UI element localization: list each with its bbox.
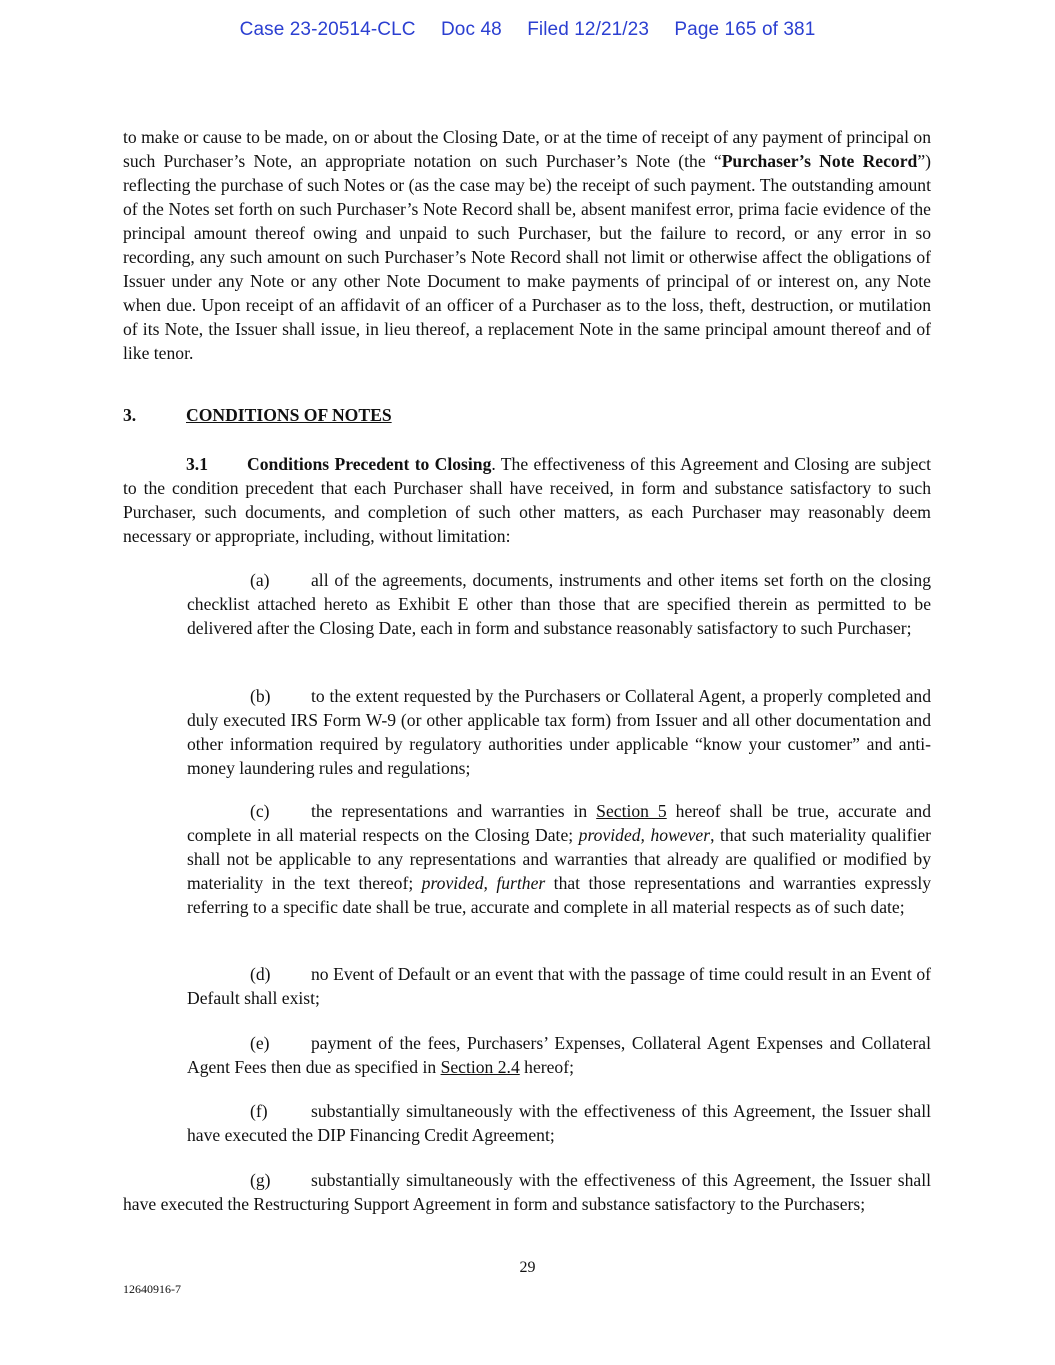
document-id: 12640916-7 <box>123 1282 181 1296</box>
subsection-number: 3.1 <box>186 454 208 474</box>
item-label: (d) <box>250 964 271 984</box>
item-f <box>187 1099 931 1147</box>
proviso-italic: provided, however <box>578 825 711 845</box>
item-label: (c) <box>250 801 270 821</box>
intro-paragraph <box>123 125 931 365</box>
item-g <box>123 1168 931 1216</box>
item-text: , that such materiality qualifier shall not be applicable to any representations and warranties that already are qualified or modified by materiality in the text thereof; <box>187 825 932 893</box>
item-text: to the extent requested by the Purchasers or Collateral Agent, a properly completed and duly executed IRS Form W-9 (or other applicable tax form) from Issuer and all other documentation and other information required by regulatory authorities under applicable “know your customer” and anti-money laundering rules and regulations; <box>187 686 931 778</box>
court-filing-header <box>0 19 1055 41</box>
item-label: (a) <box>250 570 270 590</box>
subsection-title: Conditions Precedent to Closing <box>247 454 492 474</box>
filed-date: Filed 12/21/23 <box>527 19 650 40</box>
item-text: all of the agreements, documents, instruments and other items set forth on the closing checklist attached hereto as Exhibit E other than those that are specified therein as permitted to be delivered after the Closing Date, each in form and substance reasonably satisfactory to such Purchaser; <box>187 570 931 638</box>
item-d <box>187 962 931 1010</box>
item-c <box>187 799 931 919</box>
item-text: hereof shall be true, accurate and complete in all material respects on the Closing Date; <box>187 801 932 845</box>
item-e <box>187 1031 931 1079</box>
section-number: 3. <box>123 405 137 425</box>
item-label: (f) <box>250 1101 268 1121</box>
section-title: CONDITIONS OF NOTES <box>186 405 392 425</box>
item-a <box>187 568 931 640</box>
item-b <box>187 684 931 780</box>
defined-term: Purchaser’s Note Record <box>721 151 918 171</box>
intro-text-part1: to make or cause to be made, on or about the Closing Date, or at the time of receipt of any payment of principal on such Purchaser’s Note, an appropriate notation on such Purchaser’s Note (the “ <box>123 127 931 171</box>
item-text: no Event of Default or an event that with the passage of time could result in an Event of Default shall exist; <box>187 964 931 1008</box>
item-text: that those representations and warranties expressly referring to a specific date shall be true, accurate and complete in all material respects as of such date; <box>187 873 931 917</box>
item-label: (b) <box>250 686 271 706</box>
item-label: (e) <box>250 1033 270 1053</box>
subsection-text: . The effectiveness of this Agreement and Closing are subject to the condition precedent that each Purchaser shall have received, in form and substance satisfactory to such Purchaser, such documents, and completion of such other matters, as each Purchaser may reasonably deem necessary or appropriate, including, without limitation: <box>123 454 931 546</box>
page-number: 29 <box>519 1259 536 1276</box>
page-count: Page 165 of 381 <box>674 19 816 40</box>
item-text: hereof; <box>519 1057 574 1077</box>
subsection-paragraph <box>123 452 931 548</box>
proviso-italic: provided, further <box>421 873 546 893</box>
docket-number: Doc 48 <box>440 19 502 40</box>
section-reference-link[interactable]: Section 5 <box>596 801 667 821</box>
item-text: substantially simultaneously with the effectiveness of this Agreement, the Issuer shall have executed the Restructuring Support Agreement in form and substance satisfactory to the Purchasers; <box>123 1170 931 1214</box>
item-label: (g) <box>250 1170 271 1190</box>
section-heading <box>123 405 392 426</box>
intro-text-part2: ”) reflecting the purchase of such Notes or (as the case may be) the receipt of such payment. The outstanding amount of the Notes set forth on such Purchaser’s Note Record shall be, absent manifest error, prima facie evidence of the principal amount thereof owing and unpaid to such Purchaser, but the failure to record, or any error in so recording, any such amount on such Purchaser’s Note Record shall not limit or otherwise affect the obligations of Issuer under any Note or any other Note Document to make payments of principal of or interest on, any Note when due. Upon receipt of an affidavit of an officer of a Purchaser as to the loss, theft, destruction, or mutilation of its Note, the Issuer shall issue, in lieu thereof, a replacement Note in the same principal amount thereof and of like tenor. <box>123 151 931 363</box>
item-text: payment of the fees, Purchasers’ Expenses, Collateral Agent Expenses and Collateral Agent Fees then due as specified in <box>187 1033 931 1077</box>
item-text: substantially simultaneously with the effectiveness of this Agreement, the Issuer shall have executed the DIP Financing Credit Agreement; <box>187 1101 931 1145</box>
item-text: the representations and warranties in <box>311 801 597 821</box>
section-reference-link[interactable]: Section 2.4 <box>440 1057 520 1077</box>
case-number: Case 23-20514-CLC <box>239 19 416 40</box>
